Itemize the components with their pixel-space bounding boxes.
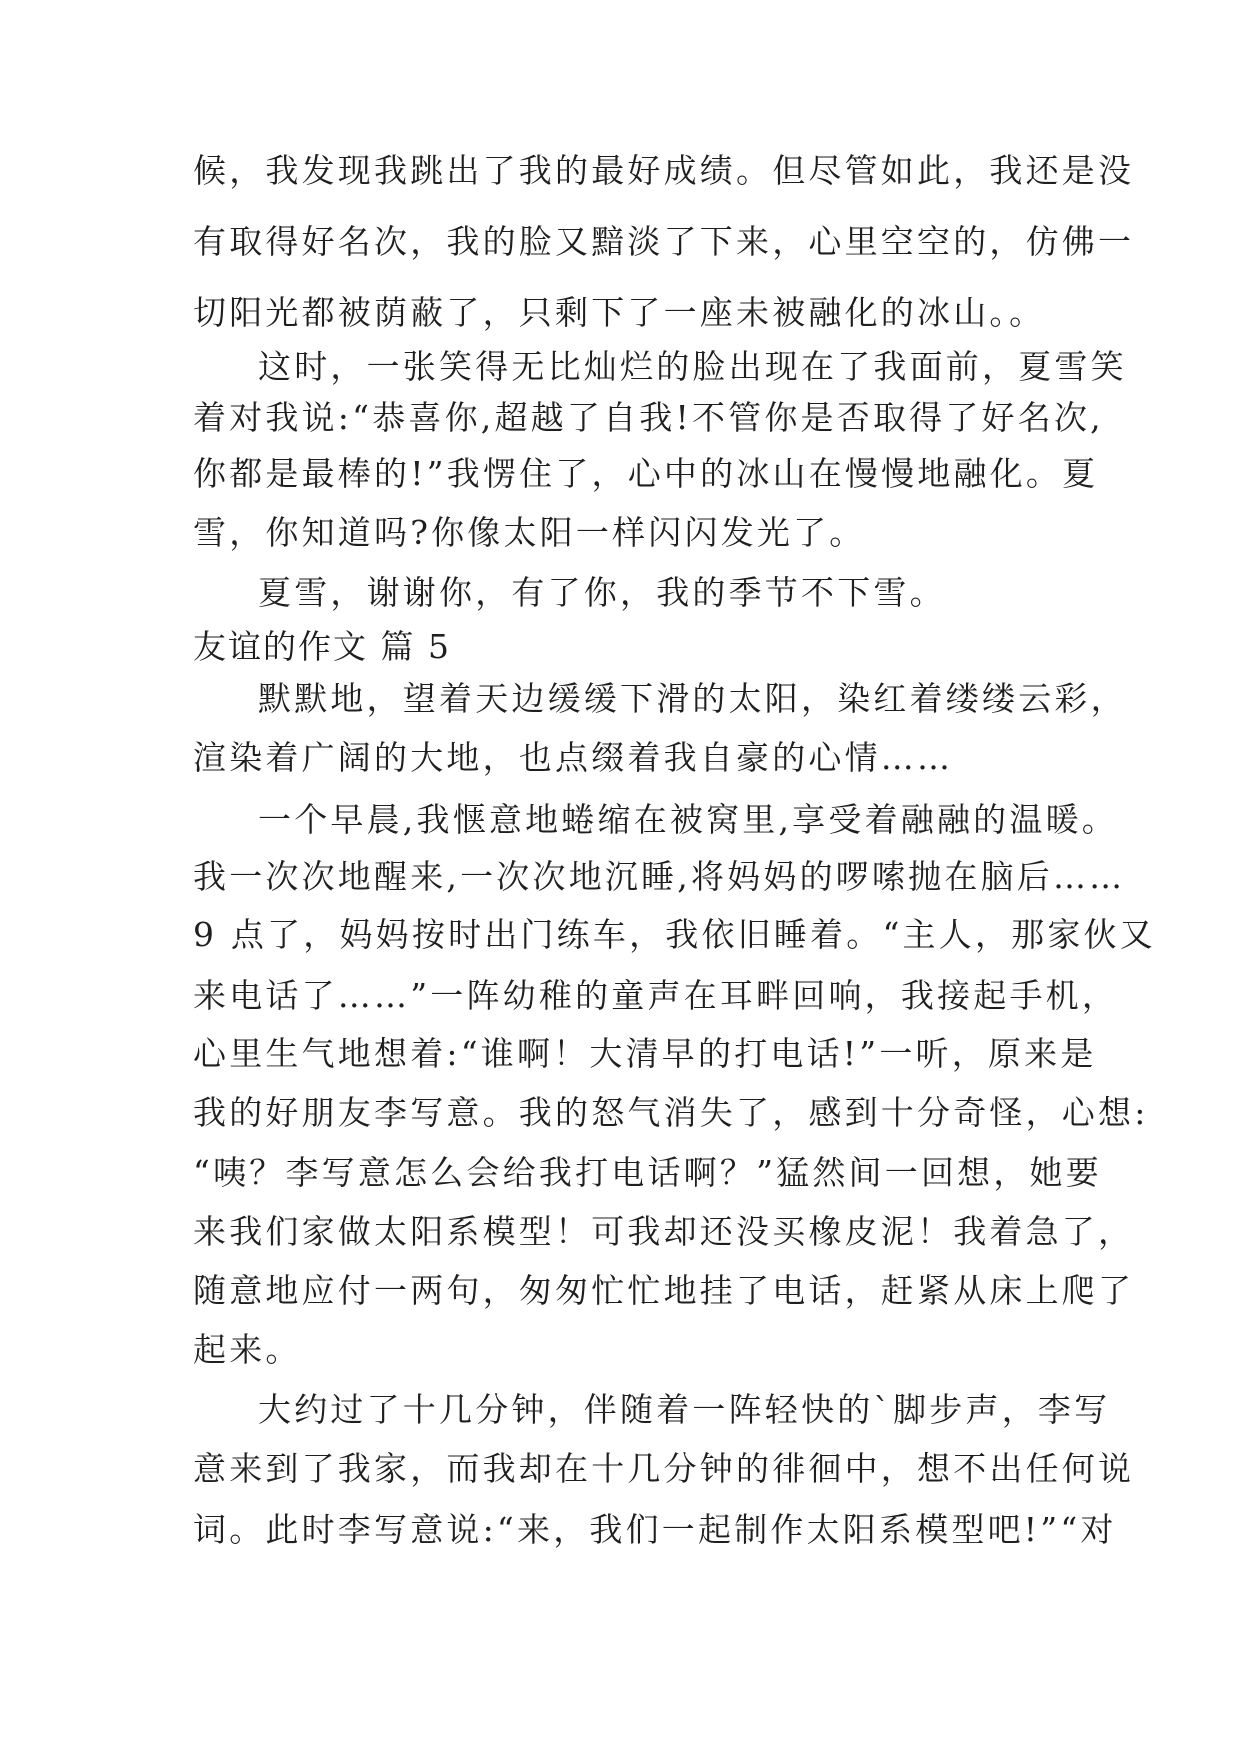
text-line: 雪，你知道吗?你像太阳一样闪闪发光了。 [193, 513, 866, 552]
text-line: 有取得好名次，我的脸又黯淡了下来，心里空空的，仿佛一 [193, 222, 1135, 261]
text-line: 起来。 [193, 1330, 302, 1369]
text-line: 词。此时李写意说:“来，我们一起制作太阳系模型吧!”“对 [193, 1510, 1117, 1549]
paragraph-first-line: 夏雪，谢谢你，有了你，我的季节不下雪。 [258, 573, 946, 612]
text-line: “咦？李写意怎么会给我打电话啊？”猛然间一回想，她要 [193, 1153, 1102, 1192]
text-line: 来电话了……”一阵幼稚的童声在耳畔回响，我接起手机， [193, 976, 1119, 1015]
text-line: 候，我发现我跳出了我的最好成绩。但尽管如此，我还是没 [193, 151, 1135, 190]
text-line: 随意地应付一两句，匆匆忙忙地挂了电话，赶紧从床上爬了 [193, 1271, 1135, 1310]
paragraph-first-line: 一个早晨,我惬意地蜷缩在被窝里,享受着融融的温暖。 [258, 800, 1118, 839]
text-line: 来我们家做太阳系模型！可我却还没买橡皮泥！我着急了， [193, 1212, 1135, 1251]
section-heading: 友谊的作文 篇 5 [193, 627, 451, 666]
text-line: 我的好朋友李写意。我的怒气消失了，感到十分奇怪，心想: [193, 1093, 1149, 1132]
text-line: 我一次次地醒来,一次次地沉睡,将妈妈的啰嗦抛在脑后…… [193, 857, 1126, 896]
paragraph-first-line: 默默地，望着天边缓缓下滑的太阳，染红着缕缕云彩， [258, 679, 1127, 718]
text-line: 切阳光都被荫蔽了，只剩下了一座未被融化的冰山。。 [193, 293, 1046, 332]
paragraph-first-line: 大约过了十几分钟，伴随着一阵轻快的`脚步声，李写 [258, 1390, 1111, 1429]
text-line: 心里生气地想着:“谁啊！大清早的打电话!”一听，原来是 [193, 1034, 1097, 1073]
text-line: 渲染着广阔的大地，也点缀着我自豪的心情…… [193, 738, 954, 777]
paragraph-first-line: 这时，一张笑得无比灿烂的脸出现在了我面前，夏雪笑 [258, 347, 1127, 386]
text-line: 着对我说:“恭喜你,超越了自我!不管你是否取得了好名次, [193, 398, 1104, 437]
text-line: 你都是最棒的!”我愣住了，心中的冰山在慢慢地融化。夏 [193, 454, 1099, 493]
text-line: 意来到了我家，而我却在十几分钟的徘徊中，想不出任何说 [193, 1449, 1135, 1488]
text-line: 9 点了，妈妈按时出门练车，我依旧睡着。“主人，那家伙又 [193, 915, 1156, 954]
